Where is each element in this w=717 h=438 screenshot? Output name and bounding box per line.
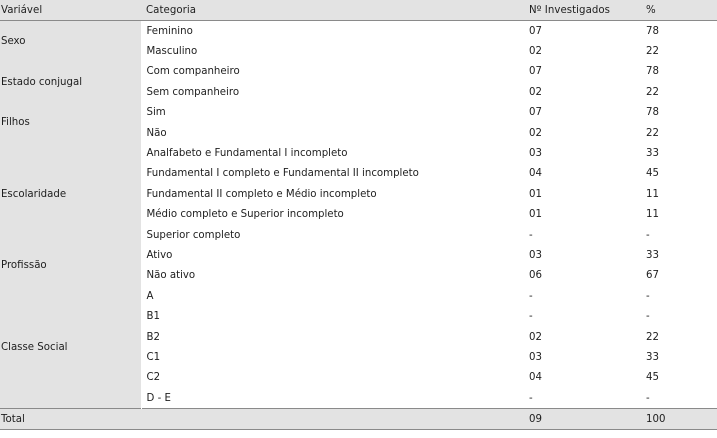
table-row [0, 103, 717, 123]
investigados-cell: 07 [529, 66, 542, 78]
category-cell: B2 [146, 331, 160, 343]
investigados-cell: 06 [529, 270, 542, 282]
percent-cell: 22 [646, 331, 659, 343]
header-percent: % [642, 0, 717, 21]
header-row [0, 0, 717, 21]
percent-cell: 22 [646, 86, 659, 98]
category-cell: B1 [146, 311, 160, 323]
investigados-cell: - [529, 392, 533, 404]
category-cell: Médio completo e Superior incompleto [146, 209, 344, 221]
percent-cell: 78 [646, 66, 659, 78]
investigados-cell: 02 [529, 331, 542, 343]
category-cell: C2 [146, 372, 161, 384]
investigados-cell: 07 [529, 25, 542, 37]
category-cell: Fundamental II completo e Médio incompleto [146, 188, 377, 200]
investigados-cell: 03 [529, 351, 542, 363]
variable-cell: Estado conjugal [0, 62, 141, 103]
category-cell: Fundamental I completo e Fundamental II incompleto [146, 168, 419, 180]
variable-cell: Escolaridade [0, 143, 141, 245]
investigados-cell: 02 [529, 86, 542, 98]
investigados-cell: 02 [529, 46, 542, 58]
category-cell: D - E [146, 392, 171, 404]
investigados-cell: 03 [529, 249, 542, 261]
investigados-cell: 01 [529, 188, 542, 200]
table-row [0, 143, 717, 163]
category-cell: C1 [146, 351, 161, 363]
total-category-empty [141, 409, 525, 430]
percent-cell: 45 [646, 168, 659, 180]
table-row [0, 286, 717, 306]
total-label: Total [0, 409, 141, 430]
percent-cell: - [646, 311, 650, 323]
header-variavel: Variável [0, 0, 141, 21]
table-row [0, 21, 717, 42]
category-cell: Sem companheiro [146, 86, 240, 98]
table-body [0, 21, 717, 409]
category-cell: Não [146, 127, 167, 139]
percent-cell: 22 [646, 46, 659, 58]
table-row [0, 245, 717, 265]
investigados-cell: 01 [529, 209, 542, 221]
total-row [0, 409, 717, 430]
header-categoria: Categoria [141, 0, 525, 21]
category-cell: Com companheiro [146, 66, 240, 78]
investigados-cell: 04 [529, 372, 542, 384]
investigados-cell: - [529, 311, 533, 323]
variable-cell: Classe Social [0, 286, 141, 409]
investigados-cell: - [529, 290, 533, 302]
investigados-cell: 02 [529, 127, 542, 139]
category-cell: Feminino [146, 25, 193, 37]
table-footer [0, 409, 717, 430]
percent-cell: 67 [646, 270, 659, 282]
table-header [0, 0, 717, 21]
investigados-cell: 04 [529, 168, 542, 180]
variable-cell: Profissão [0, 245, 141, 286]
category-cell: Ativo [146, 249, 173, 261]
category-cell: Não ativo [146, 270, 196, 282]
investigados-cell: - [529, 229, 533, 241]
variable-cell: Filhos [0, 103, 141, 144]
percent-cell: 11 [646, 188, 659, 200]
variable-cell: Sexo [0, 21, 141, 62]
percent-cell: - [646, 229, 650, 241]
investigados-cell: 07 [529, 107, 542, 119]
table-row [0, 62, 717, 82]
percent-cell: 45 [646, 372, 659, 384]
total-percent: 100 [642, 409, 717, 430]
header-investigados: Nº Investigados [525, 0, 642, 21]
category-cell: Superior completo [146, 229, 241, 241]
category-cell: Masculino [146, 46, 198, 58]
percent-cell: 33 [646, 351, 659, 363]
percent-cell: 22 [646, 127, 659, 139]
category-cell: Sim [146, 107, 166, 119]
percent-cell: 78 [646, 107, 659, 119]
percent-cell: - [646, 290, 650, 302]
percent-cell: 33 [646, 249, 659, 261]
percent-cell: 78 [646, 25, 659, 37]
percent-cell: 33 [646, 148, 659, 160]
investigados-cell: 03 [529, 148, 542, 160]
percent-cell: 11 [646, 209, 659, 221]
category-cell: Analfabeto e Fundamental I incompleto [146, 148, 348, 160]
total-investigados: 09 [525, 409, 642, 430]
percent-cell: - [646, 392, 650, 404]
category-cell: A [146, 290, 154, 302]
